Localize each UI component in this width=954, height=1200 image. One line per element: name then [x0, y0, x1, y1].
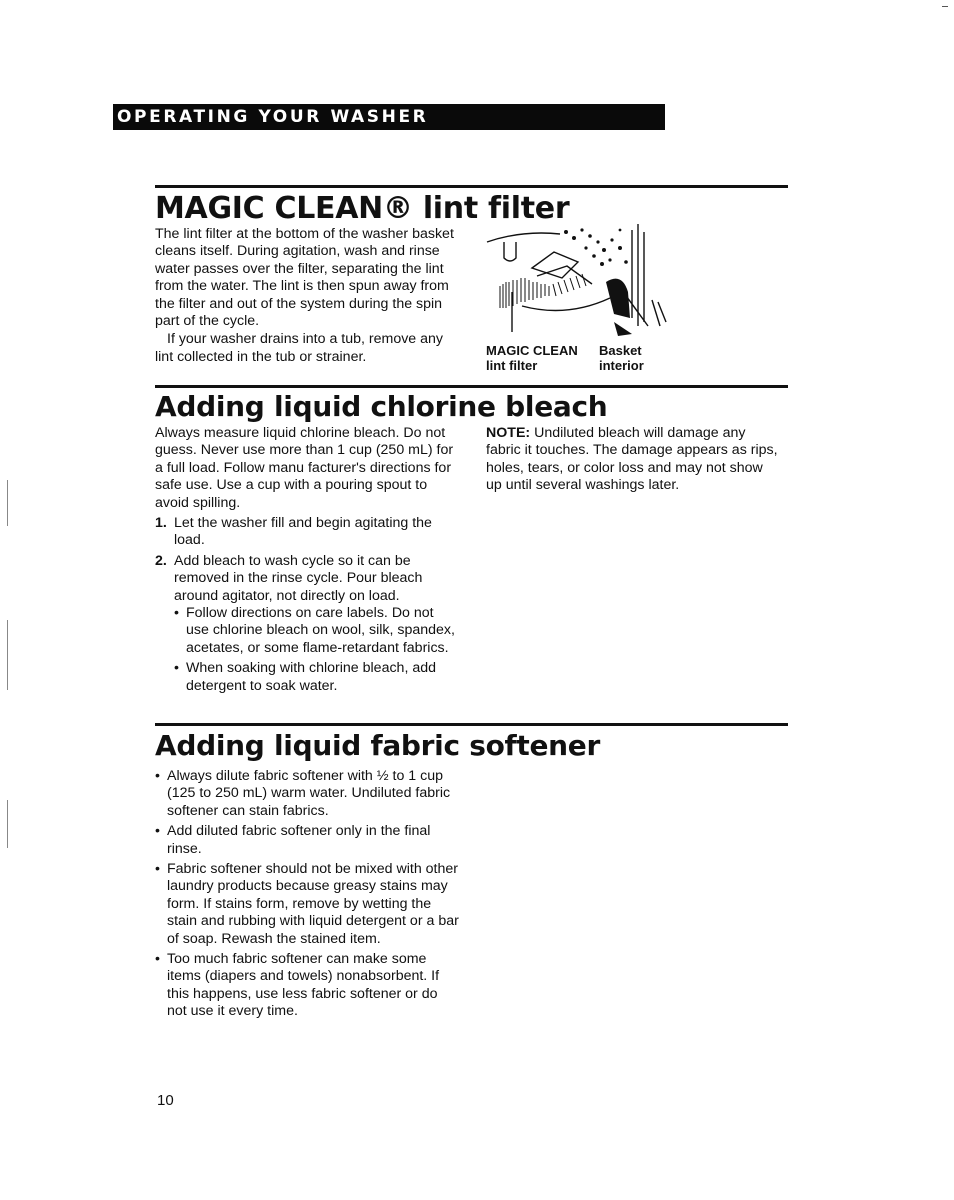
caption-lint-filter — [486, 343, 578, 373]
softener-bullet: • Add diluted fabric softener only in the final rinse. — [155, 823, 460, 858]
section-rule — [155, 723, 788, 726]
note-text: Undiluted bleach will damage any fabric it touches. The damage appears as rips, holes, tears, or color loss and may not show up until several washings later. — [486, 425, 778, 494]
page-number: 10 — [157, 1092, 174, 1109]
bleach-steps — [155, 515, 460, 695]
lint-filter-illustration — [482, 222, 672, 344]
softener-bullet: • Always dilute fabric softener with ½ to 1 cup (125 to 250 mL) warm water. Undiluted fabric softener can stain fabrics. — [155, 768, 460, 820]
bleach-intro: Always measure liquid chlorine bleach. Do not guess. Never use more than 1 cup (250 mL) for a full load. Follow manu facturer's directions for safe use. Use a cup with a pouring spout to avoid spilling. — [155, 425, 454, 511]
softener-column — [155, 768, 460, 1024]
note-label: NOTE: — [486, 425, 531, 441]
step-text: Let the washer fill and begin agitating the load. — [174, 515, 432, 549]
magic-clean-para-2: If your washer drains into a tub, remove any lint collected in the tub or strainer. — [155, 331, 444, 365]
caption-basket-line2: interior — [599, 358, 644, 373]
bleach-note — [486, 425, 782, 495]
step-number: 1. — [155, 515, 167, 532]
softener-heading: Adding liquid fabric softener — [155, 729, 601, 762]
scan-mark — [7, 620, 8, 690]
bleach-bullet: • Follow directions on care labels. Do not use chlorine bleach on wool, silk, spandex, acetates, or some flame-retardant fabrics. — [174, 605, 460, 657]
bleach-heading: Adding liquid chlorine bleach — [155, 390, 608, 423]
bleach-note-paragraph — [486, 425, 782, 495]
softener-bullets — [155, 768, 460, 1021]
step-number: 2. — [155, 552, 167, 569]
bleach-step — [155, 553, 460, 695]
bleach-bullets — [174, 605, 460, 695]
caption-basket-line1: Basket — [599, 343, 642, 358]
scan-mark — [7, 480, 8, 526]
magic-clean-heading: MAGIC CLEAN® lint filter — [155, 191, 570, 226]
section-rule — [155, 185, 788, 188]
magic-clean-para-1: The lint filter at the bottom of the washer basket cleans itself. During agitation, wash and rinse water passes over the filter, separating the lint from the water. The lint is then spun away from the filter and out of the system during the spin part of the cycle. — [155, 226, 454, 330]
softener-bullet: • Too much fabric softener can make some items (diapers and towels) nonabsorbent. If this happens, use less fabric softener or do not use it every time. — [155, 951, 460, 1021]
bleach-left-column — [155, 425, 460, 698]
softener-bullet: • Fabric softener should not be mixed with other laundry products because greasy stains may form. If stains form, remove by wetting the stain and rubbing with liquid detergent or a bar of soap. Rewash the stained item. — [155, 861, 460, 948]
section-banner: OPERATING YOUR WASHER — [113, 104, 665, 130]
bleach-step — [155, 515, 460, 550]
step-text: Add bleach to wash cycle so it can be removed in the rinse cycle. Pour bleach around agitator, not directly on load. — [174, 552, 423, 604]
caption-lint-filter-line1: MAGIC CLEAN — [486, 343, 578, 358]
caption-lint-filter-line2: lint filter — [486, 358, 538, 373]
section-rule — [155, 385, 788, 388]
magic-clean-body — [155, 226, 460, 366]
scan-mark — [942, 6, 948, 7]
bleach-bullet: • When soaking with chlorine bleach, add detergent to soak water. — [174, 660, 460, 695]
caption-basket-interior — [599, 343, 644, 373]
scan-mark — [7, 800, 8, 848]
